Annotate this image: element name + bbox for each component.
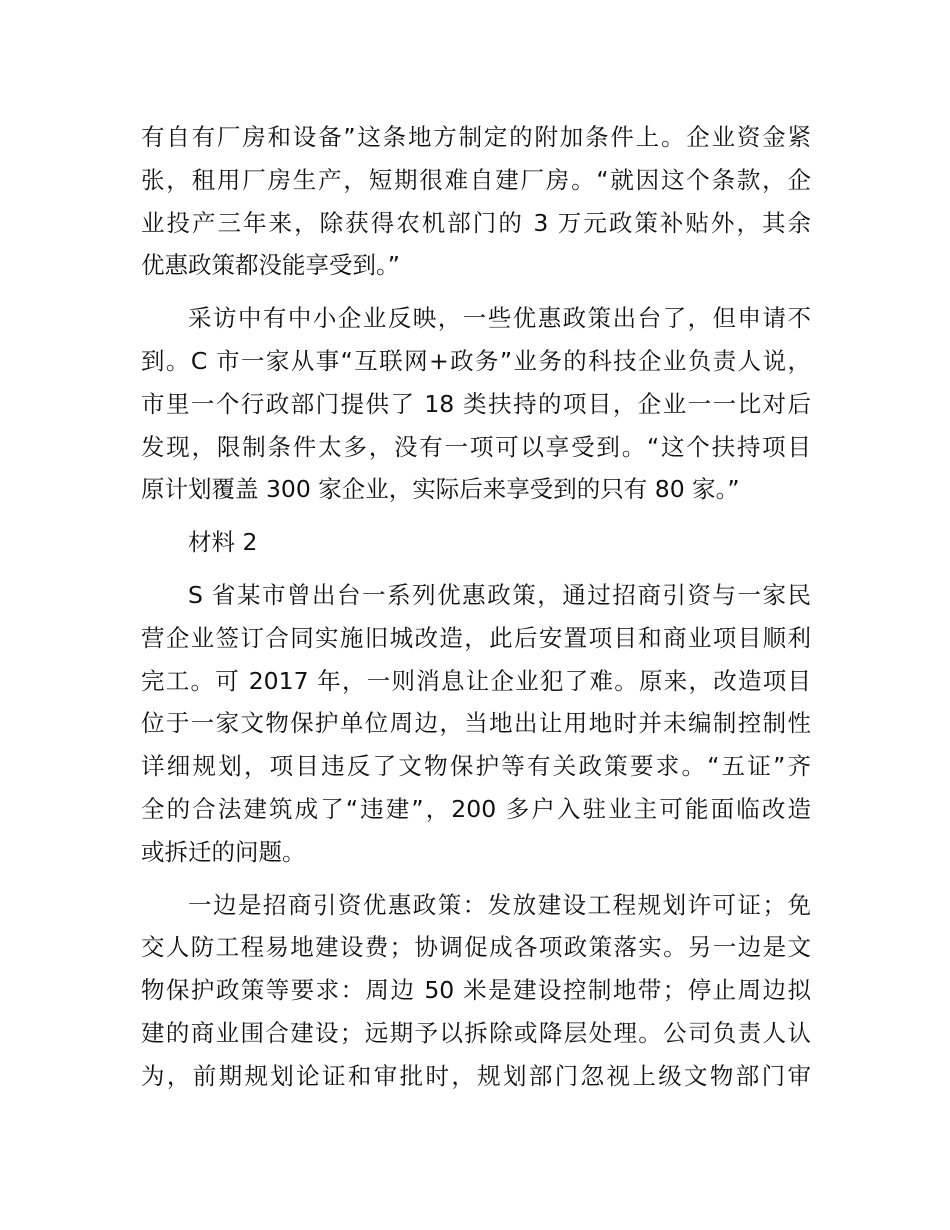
text-line: 采访中有中小企业反映，一些优惠政策出台了，但申请不: [188, 304, 811, 333]
text-line: 建的商业围合建设；远期予以拆除或降层处理。公司负责人认: [141, 1018, 811, 1047]
text-line: 优惠政策都没能享受到。”: [141, 251, 400, 280]
text-line: 物保护政策等要求：周边 50 米是建设控制地带；停止周边拟: [141, 976, 811, 1005]
text-line: 一边是招商引资优惠政策：发放建设工程规划许可证；免: [188, 890, 811, 919]
text-line: 张，租用厂房生产，短期很难自建厂房。“就因这个条款，企: [141, 165, 811, 194]
text-line: 营企业签订合同实施旧城改造，此后安置项目和商业项目顺利: [141, 623, 811, 652]
text-line: 全的合法建筑成了“违建”，200 多户入驻业主可能面临改造: [141, 794, 811, 823]
paragraph-2: [141, 297, 811, 511]
paragraph-3: [141, 574, 811, 874]
text-line: 业投产三年来，除获得农机部门的 3 万元政策补贴外，其余: [141, 208, 811, 237]
text-line: 交人防工程易地建设费；协调促成各项政策落实。另一边是文: [141, 933, 811, 962]
document-body: [141, 116, 811, 1108]
text-line: 原计划覆盖 300 家企业，实际后来享受到的只有 80 家。”: [141, 475, 740, 504]
paragraph-1: [141, 116, 811, 287]
text-line: S 省某市曾出台一系列优惠政策，通过招商引资与一家民: [188, 580, 811, 609]
text-line: 发现，限制条件太多，没有一项可以享受到。“这个扶持项目: [141, 432, 811, 461]
paragraph-4: [141, 884, 811, 1098]
section-heading-text: 材料 2: [188, 528, 258, 557]
text-line: 详细规划，项目违反了文物保护等有关政策要求。“五证”齐: [141, 752, 811, 781]
text-line: 完工。可 2017 年，一则消息让企业犯了难。原来，改造项目: [141, 666, 811, 695]
text-line: 或拆迁的问题。: [141, 837, 306, 866]
text-line: 市里一个行政部门提供了 18 类扶持的项目，企业一一比对后: [141, 389, 811, 418]
text-line: 为，前期规划论证和审批时，规划部门忽视上级文物部门审: [141, 1061, 811, 1090]
text-line: 位于一家文物保护单位周边，当地出让用地时并未编制控制性: [141, 709, 811, 738]
text-line: 到。C 市一家从事“互联网+政务”业务的科技企业负责人说，: [141, 346, 811, 375]
text-line: 有自有厂房和设备”这条地方制定的附加条件上。企业资金紧: [141, 123, 811, 151]
section-heading: [141, 521, 811, 564]
